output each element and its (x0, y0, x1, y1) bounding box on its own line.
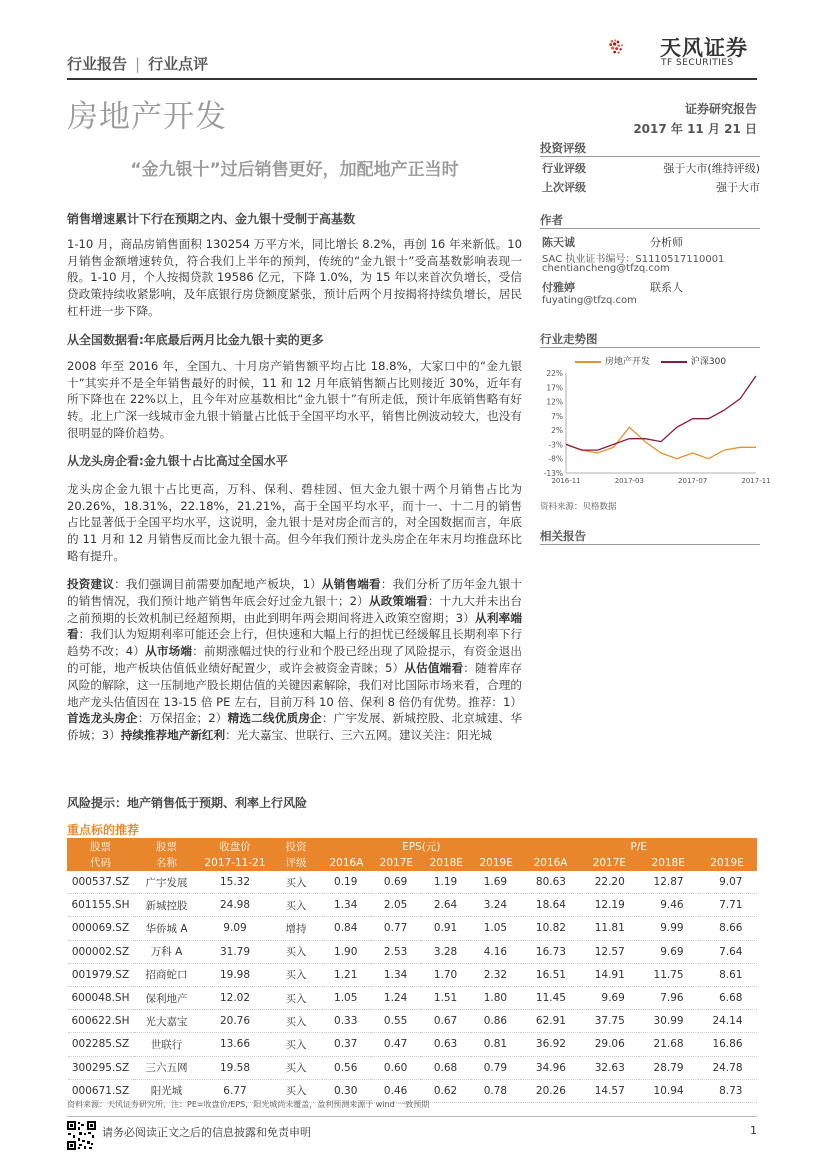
cell-eps18: 0.63 (421, 1033, 471, 1056)
cell-pe18: 12.87 (639, 871, 698, 894)
author-role: 联系人 (650, 281, 683, 294)
section-sales (67, 211, 522, 320)
cell-pe19: 6.68 (698, 986, 757, 1009)
table-row (68, 917, 757, 940)
table-row (68, 1056, 757, 1079)
bold-run: 从利率端看 (67, 610, 522, 642)
cell-eps19: 1.69 (471, 871, 521, 894)
cell-rating: 买入 (271, 871, 322, 894)
th-code: 股票 (68, 839, 134, 855)
y-tick-label: 12% (546, 397, 563, 407)
cell-rating: 买入 (271, 1033, 322, 1056)
author-role: 分析师 (650, 236, 683, 249)
th-year: 2017E (371, 855, 421, 871)
cell-eps17: 0.77 (371, 917, 421, 940)
y-tick-label: 2% (551, 426, 563, 436)
cell-eps17: 0.69 (371, 871, 421, 894)
legend-swatch (575, 361, 601, 363)
bold-run: 从估值端看 (404, 660, 464, 675)
cell-eps19: 0.79 (471, 1056, 521, 1079)
cell-eps16: 0.33 (322, 1010, 372, 1033)
cell-eps16: 1.21 (322, 963, 372, 986)
cell-name: 华侨城 A (134, 917, 200, 940)
cell-pe17: 29.06 (580, 1033, 639, 1056)
th-pe: P/E (521, 839, 756, 855)
cell-pe19: 24.78 (698, 1056, 757, 1079)
cell-pe18: 7.96 (639, 986, 698, 1009)
report-date: 2017 年 11 月 21 日 (633, 122, 757, 136)
cell-name: 光大嘉宝 (134, 1010, 200, 1033)
cell-code: 600622.SH (68, 1010, 134, 1033)
cell-code: 000671.SZ (68, 1079, 134, 1102)
cell-code: 601155.SH (68, 894, 134, 917)
th-year: 2017E (580, 855, 639, 871)
cell-eps17: 1.24 (371, 986, 421, 1009)
previous-rating-value: 强于大市 (716, 181, 760, 194)
cell-price: 20.76 (200, 1010, 271, 1033)
cell-pe18: 28.79 (639, 1056, 698, 1079)
cell-eps19: 3.24 (471, 894, 521, 917)
cell-eps18: 3.28 (421, 940, 471, 963)
author-name: 陈天诚 (542, 236, 575, 249)
author-sac: SAC 执业证书编号：S1110517110001 (542, 254, 725, 265)
cell-price: 24.98 (200, 894, 271, 917)
trend-source: 资料来源：贝格数据 (540, 502, 617, 512)
cell-eps17: 2.53 (371, 940, 421, 963)
cell-price: 13.66 (200, 1033, 271, 1056)
cell-price: 12.02 (200, 986, 271, 1009)
cell-pe16: 62.91 (521, 1010, 580, 1033)
cell-pe18: 10.94 (639, 1079, 698, 1102)
text-run: ：前期涨幅过快的行业和个股已经出现了风险提示，有资金退出的可能，地产板块估值低业绩好配置少，或许会被资金青睐；5） (67, 644, 522, 675)
cell-eps18: 1.51 (421, 986, 471, 1009)
related-title: 相关报告 (540, 528, 760, 545)
cell-eps16: 0.84 (322, 917, 372, 940)
author-row (540, 234, 760, 250)
headline: “金九银十”过后销售更好，加配地产正当时 (130, 160, 459, 180)
section-title: 销售增速累计下行在预期之内、金九银十受制于高基数 (67, 212, 356, 226)
legend-label: 沪深300 (690, 357, 727, 367)
industry-rating-label: 行业评级 (542, 162, 586, 175)
cell-pe16: 11.45 (521, 986, 580, 1009)
text-run: ：万保招金；2） (137, 711, 228, 726)
th-year: 2018E (639, 855, 698, 871)
author-email[interactable]: chentiancheng@tfzq.com (542, 263, 670, 274)
cell-rating: 买入 (271, 1079, 322, 1102)
cell-pe19: 16.86 (698, 1033, 757, 1056)
cell-code: 000537.SZ (68, 871, 134, 894)
investment-lead: 投资建议 (67, 577, 115, 591)
cell-pe18: 9.46 (639, 894, 698, 917)
cell-eps19: 1.80 (471, 986, 521, 1009)
cell-pe19: 8.66 (698, 917, 757, 940)
cell-eps19: 0.86 (471, 1010, 521, 1033)
th-name: 股票 (134, 839, 200, 855)
page-number: 1 (750, 1124, 757, 1137)
cell-pe18: 9.69 (639, 940, 698, 963)
legend-label: 房地产开发 (605, 357, 651, 367)
cell-rating: 买入 (271, 1056, 322, 1079)
cell-pe16: 34.96 (521, 1056, 580, 1079)
table-row (68, 963, 757, 986)
bold-run: 精选二线优质房企 (227, 711, 322, 726)
cell-eps18: 1.19 (421, 871, 471, 894)
report-type: 证券研究报告 (684, 102, 757, 116)
y-tick-label: -13% (543, 469, 563, 478)
table-row (68, 871, 757, 894)
cell-rating: 买入 (271, 894, 322, 917)
text-run: ：我们分析了历年金九银十的销售情况，我们预计地产销售年底会好过金九银十；2） (67, 577, 522, 608)
bold-run: 从政策端看 (368, 593, 428, 608)
cell-eps17: 0.60 (371, 1056, 421, 1079)
paragraph: 1-10 月，商品房销售面积 130254 万平方米，同比增长 8.2%，再创 16 年来新低。10 月销售金额增速转负，符合我们上半年的预判，传统的“金九银十”受高基数影响表现一般。1-10 月，个人按揭贷款 19586 亿元，下降 1.0%，为 15 年以来首次负增长，受信贷政策持续收紧影响，及年底银行房贷额度紧张，预计后两个月按揭将持续负增长，居民杠杆进一步下降。 (67, 236, 522, 318)
cell-price: 31.79 (200, 940, 271, 963)
header-divider (67, 78, 757, 80)
cell-eps17: 2.05 (371, 894, 421, 917)
author-name: 付雅婷 (542, 281, 575, 294)
th-name: 名称 (134, 855, 200, 871)
cell-eps19: 0.78 (471, 1079, 521, 1102)
industry-rating-value: 强于大市(维持评级) (663, 162, 760, 175)
cell-pe17: 12.19 (580, 894, 639, 917)
y-tick-label: 17% (546, 383, 563, 393)
cell-name: 万科 A (134, 940, 200, 963)
trend-title: 行业走势图 (540, 331, 760, 348)
bold-run: 持续推荐地产新红利 (120, 728, 226, 743)
cell-eps19: 1.05 (471, 917, 521, 940)
text-run: ：广宇发展、新城控股、北京城建、华侨城；3） (67, 711, 522, 743)
section-investment (67, 576, 522, 744)
cell-rating: 买入 (271, 986, 322, 1009)
cell-eps19: 0.81 (471, 1033, 521, 1056)
table-source: 资料来源：天风证券研究所，注：PE=收盘价/EPS，阳光城尚未覆盖，盈利预测来源于 wind 一致预期 (67, 1100, 430, 1109)
th-price: 2017-11-21 (200, 855, 271, 871)
paragraph: 2008 年至 2016 年，全国九、十月房产销售额平均占比 18.8%，大家口中的“金九银十”其实并不是全年销售最好的时候，11 和 12 月年底销售额占比则接近 30%，近年有所下降也在 22%以上，且今年对应基数相比“金九银十”有所走低，预计年底销售略有好转。北上广深一线城市金九银十销量占比低于全国平均水平，销售比例波动较大，也没有很明显的降价趋势。 (67, 358, 522, 440)
cell-pe16: 16.73 (521, 940, 580, 963)
cell-eps18: 2.64 (421, 894, 471, 917)
cell-pe18: 11.75 (639, 963, 698, 986)
cell-code: 002285.SZ (68, 1033, 134, 1056)
cell-pe19: 7.71 (698, 894, 757, 917)
series-line-real-estate (566, 427, 756, 458)
cell-eps16: 0.30 (322, 1079, 372, 1102)
cell-pe19: 24.14 (698, 1010, 757, 1033)
cell-pe19: 9.07 (698, 871, 757, 894)
rating-panel (540, 140, 760, 197)
logo-chinese: 天风证券 (660, 36, 748, 60)
previous-rating-row (540, 178, 760, 197)
cell-pe16: 36.92 (521, 1033, 580, 1056)
th-rating: 评级 (271, 855, 322, 871)
sector-title: 房地产开发 (67, 99, 227, 135)
cell-eps19: 4.16 (471, 940, 521, 963)
investment-paragraph (67, 576, 522, 744)
authors-panel (540, 212, 760, 309)
cell-code: 001979.SZ (68, 963, 134, 986)
cell-pe19: 8.73 (698, 1079, 757, 1102)
text-run: ：光大嘉宝、世联行、三六五网。建议关注：阳光城 (225, 728, 492, 743)
section-title: 从全国数据看:年底最后两月比金九银十卖的更多 (67, 333, 324, 347)
cell-price: 19.58 (200, 1056, 271, 1079)
series-line-csi300 (566, 376, 756, 450)
table-row (68, 894, 757, 917)
cell-rating: 买入 (271, 963, 322, 986)
text-run: ：随着库存风险的解除，这一压制地产股长期估值的关键因素解除，我们对比国际市场来看，合理的地产龙头估值因在 13-15 倍 PE 左右，目前万科 10 倍、保利 8 倍仍有优势。推荐：1） (67, 660, 522, 709)
th-eps: EPS(元) (322, 839, 522, 855)
cell-pe16: 18.64 (521, 894, 580, 917)
cell-name: 保利地产 (134, 986, 200, 1009)
cell-pe16: 20.26 (521, 1079, 580, 1102)
cell-pe18: 9.99 (639, 917, 698, 940)
cell-pe17: 9.69 (580, 986, 639, 1009)
table-row (68, 1033, 757, 1056)
section-title: 从龙头房企看:金九银十占比高过全国水平 (67, 454, 288, 468)
cell-eps18: 0.67 (421, 1010, 471, 1033)
cell-eps17: 0.46 (371, 1079, 421, 1102)
cell-name: 广宇发展 (134, 871, 200, 894)
table-title: 重点标的推荐 (67, 823, 140, 837)
cell-pe17: 11.81 (580, 917, 639, 940)
cell-price: 9.09 (200, 917, 271, 940)
cell-pe17: 22.20 (580, 871, 639, 894)
cell-pe17: 32.63 (580, 1056, 639, 1079)
cell-code: 600048.SH (68, 986, 134, 1009)
bold-run: 首选龙头房企 (67, 711, 138, 726)
footer-divider (67, 1116, 757, 1117)
cell-name: 新城控股 (134, 894, 200, 917)
cell-eps16: 1.34 (322, 894, 372, 917)
cell-pe17: 14.57 (580, 1079, 639, 1102)
th-price: 收盘价 (200, 839, 271, 855)
author-email[interactable]: fuyating@tfzq.com (542, 295, 637, 306)
cell-rating: 买入 (271, 1010, 322, 1033)
x-tick-label: 2016-11 (551, 477, 581, 485)
report-category: 行业报告 | 行业点评 (67, 55, 209, 73)
paragraph: 龙头房企金九银十占比更高，万科、保利、碧桂园、恒大金九银十两个月销售占比为 20.26%，18.31%，22.18%，21.21%，高于全国平均水平，而十一、十二月的销售占比显著低于全国平均水平，这说明，金九银十是对房企而言的，对全国数据而言，年底的 11 月和 12 月销售反而比金九银十高。但今年我们预计龙头房企在年末月均推盘环比略有提升。 (67, 481, 522, 563)
cell-pe16: 16.51 (521, 963, 580, 986)
y-tick-label: 7% (551, 411, 563, 421)
logo-english: TF SECURITIES (661, 58, 734, 68)
cell-pe18: 30.99 (639, 1010, 698, 1033)
cell-pe19: 8.61 (698, 963, 757, 986)
trend-chart (538, 368, 771, 490)
th-year: 2019E (698, 855, 757, 871)
cell-pe17: 14.91 (580, 963, 639, 986)
cell-eps16: 1.90 (322, 940, 372, 963)
legend-swatch (661, 361, 687, 363)
th-year: 2018E (421, 855, 471, 871)
cell-pe17: 12.57 (580, 940, 639, 963)
x-tick-label: 2017-03 (614, 477, 644, 485)
table-header-row (68, 839, 757, 855)
cell-pe17: 37.75 (580, 1010, 639, 1033)
cell-eps18: 0.91 (421, 917, 471, 940)
cell-name: 世联行 (134, 1033, 200, 1056)
table-row (68, 940, 757, 963)
cell-code: 000002.SZ (68, 940, 134, 963)
th-rating: 投资 (271, 839, 322, 855)
tf-logo-icon (608, 22, 658, 72)
authors-title: 作者 (540, 212, 760, 229)
cell-price: 15.32 (200, 871, 271, 894)
report-subcategory-label: 行业点评 (148, 55, 209, 73)
bold-run: 从销售端看 (321, 577, 381, 591)
cell-eps17: 1.34 (371, 963, 421, 986)
cell-eps16: 0.56 (322, 1056, 372, 1079)
cell-pe19: 7.64 (698, 940, 757, 963)
stock-table (67, 838, 757, 1103)
cell-eps17: 0.55 (371, 1010, 421, 1033)
text-run: ：十九大并未出台之前预期的长效机制已经超预期，由此到明年两会期间将进入政策空窗期；3） (67, 593, 522, 625)
table-header-row (68, 855, 757, 871)
cell-eps16: 0.19 (322, 871, 372, 894)
industry-rating-row (540, 159, 760, 178)
report-category-label: 行业报告 (67, 55, 128, 73)
y-tick-label: -3% (548, 440, 563, 450)
cell-rating: 增持 (271, 917, 322, 940)
cell-eps18: 0.68 (421, 1056, 471, 1079)
section-leaders (67, 453, 522, 565)
risk-warning: 风险提示：地产销售低于预期、利率上行风险 (67, 796, 308, 810)
cell-code: 300295.SZ (68, 1056, 134, 1079)
cell-eps18: 1.70 (421, 963, 471, 986)
cell-eps19: 2.32 (471, 963, 521, 986)
rating-title: 投资评级 (540, 140, 760, 157)
cell-eps17: 0.47 (371, 1033, 421, 1056)
trend-panel (540, 331, 760, 348)
cell-rating: 买入 (271, 940, 322, 963)
table-body (68, 871, 757, 1103)
th-year: 2019E (471, 855, 521, 871)
author-row (540, 279, 760, 295)
x-tick-label: 2017-11 (741, 477, 771, 485)
cell-name: 阳光城 (134, 1079, 200, 1102)
cell-price: 19.98 (200, 963, 271, 986)
disclaimer: 请务必阅读正文之后的信息披露和免责申明 (102, 1126, 311, 1139)
cell-eps16: 1.05 (322, 986, 372, 1009)
cell-eps18: 0.62 (421, 1079, 471, 1102)
chart-legend (575, 354, 726, 367)
cell-pe16: 80.63 (521, 871, 580, 894)
cell-name: 三六五网 (134, 1056, 200, 1079)
previous-rating-label: 上次评级 (542, 181, 586, 194)
bold-run: 从市场端 (145, 644, 193, 659)
th-year: 2016A (521, 855, 580, 871)
related-panel (540, 528, 760, 545)
x-tick-label: 2017-07 (678, 477, 708, 485)
section-national (67, 332, 522, 442)
cell-eps16: 0.37 (322, 1033, 372, 1056)
table-row (68, 1010, 757, 1033)
qr-code-icon (67, 1121, 96, 1150)
cell-name: 招商蛇口 (134, 963, 200, 986)
cell-price: 6.77 (200, 1079, 271, 1102)
cell-pe16: 10.82 (521, 917, 580, 940)
cell-code: 000069.SZ (68, 917, 134, 940)
y-tick-label: -8% (548, 454, 563, 464)
text-run: ：我们强调目前需要加配地产板块，1） (114, 577, 322, 591)
cell-pe18: 21.68 (639, 1033, 698, 1056)
text-run: ：我们认为短期利率可能还会上行，但快速和大幅上行的担忧已经缓解且长期利率下行趋势不改；4） (67, 627, 522, 659)
table-row (68, 986, 757, 1009)
th-year: 2016A (322, 855, 372, 871)
y-tick-label: 22% (546, 369, 563, 378)
th-code: 代码 (68, 855, 134, 871)
